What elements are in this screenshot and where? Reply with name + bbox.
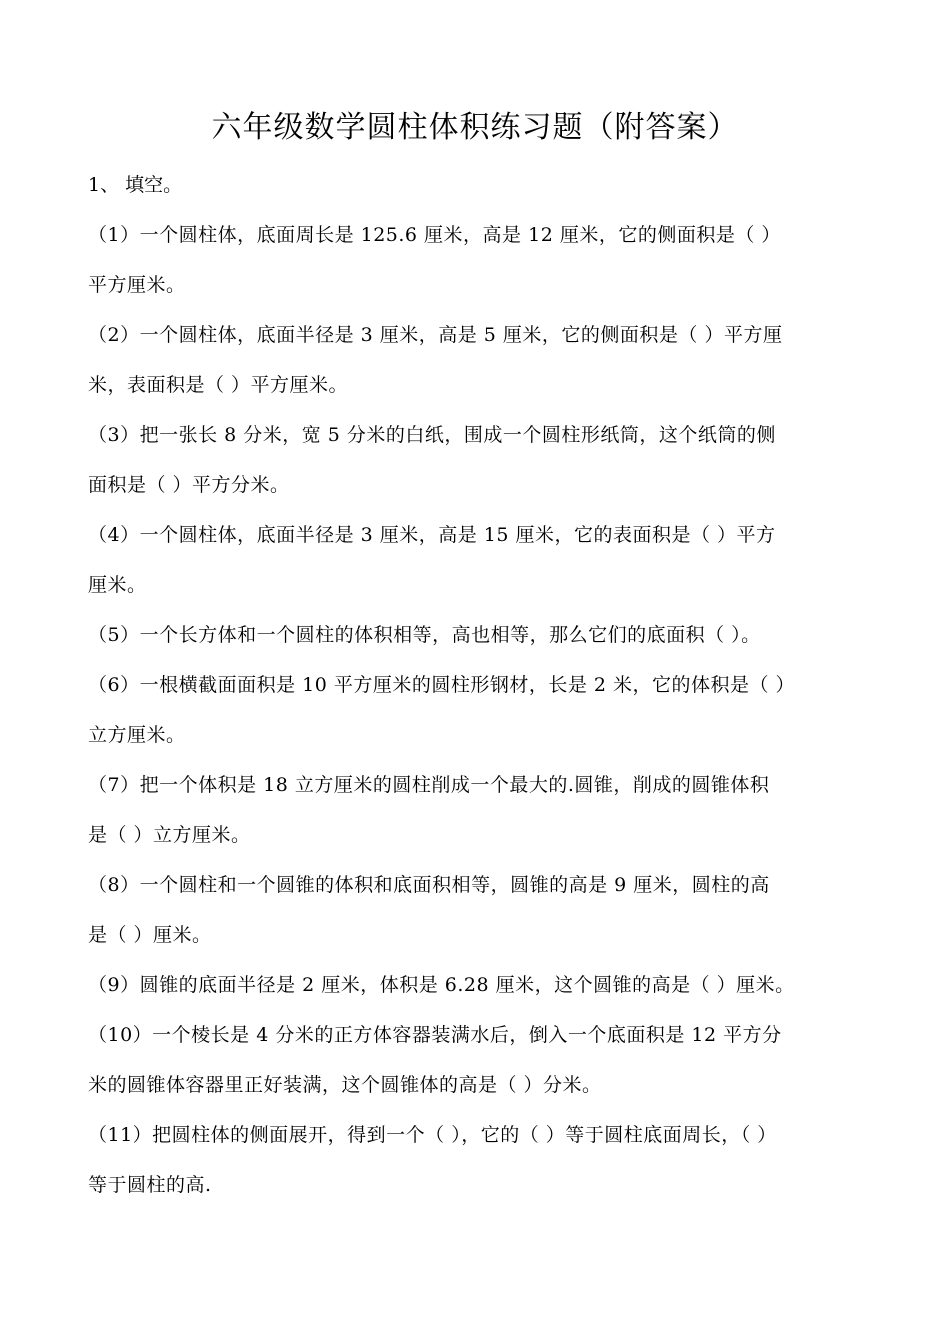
text-line: 米的圆锥体容器里正好装满，这个圆锥体的高是（ ）分米。: [88, 1074, 602, 1096]
text-line: 等于圆柱的高.: [88, 1174, 212, 1196]
text-line: （10）一个棱长是 4 分米的正方体容器装满水后，倒入一个底面积是 12 平方分: [88, 1024, 782, 1046]
text-line: （7）把一个体积是 18 立方厘米的圆柱削成一个最大的.圆锥，削成的圆锥体积: [88, 774, 770, 796]
text-line: （5）一个长方体和一个圆柱的体积相等，高也相等，那么它们的底面积（ ）。: [88, 624, 761, 646]
text-line: 面积是（ ）平方分米。: [88, 474, 290, 496]
text-line: 厘米。: [88, 574, 147, 596]
text-line: （3）把一张长 8 分米，宽 5 分米的白纸，围成一个圆柱形纸筒，这个纸筒的侧: [88, 424, 776, 446]
text-line: 立方厘米。: [88, 724, 186, 746]
text-line: （8）一个圆柱和一个圆锥的体积和底面积相等，圆锥的高是 9 厘米，圆柱的高: [88, 874, 770, 896]
text-line: （11）把圆柱体的侧面展开，得到一个（ ），它的（ ）等于圆柱底面周长，（ ）: [88, 1124, 777, 1146]
text-line: 是（ ）厘米。: [88, 924, 212, 946]
section-heading: 1、 填空。: [88, 174, 183, 196]
text-line: （2）一个圆柱体，底面半径是 3 厘米，高是 5 厘米，它的侧面积是（ ）平方厘: [88, 324, 783, 346]
document-title: 六年级数学圆柱体积练习题（附答案）: [211, 110, 739, 145]
text-line: （4）一个圆柱体，底面半径是 3 厘米，高是 15 厘米，它的表面积是（ ）平方: [88, 524, 776, 546]
text-line: （9）圆锥的底面半径是 2 厘米，体积是 6.28 厘米，这个圆锥的高是（ ）厘米。: [88, 974, 795, 996]
text-line: 平方厘米。: [88, 274, 186, 296]
text-line: 是（ ）立方厘米。: [88, 824, 251, 846]
text-line: （6）一根横截面面积是 10 平方厘米的圆柱形钢材，长是 2 米，它的体积是（ ）: [88, 674, 796, 696]
text-line: 米，表面积是（ ）平方厘米。: [88, 374, 349, 396]
text-line: （1）一个圆柱体，底面周长是 125.6 厘米，高是 12 厘米，它的侧面积是（ ）: [88, 224, 781, 246]
